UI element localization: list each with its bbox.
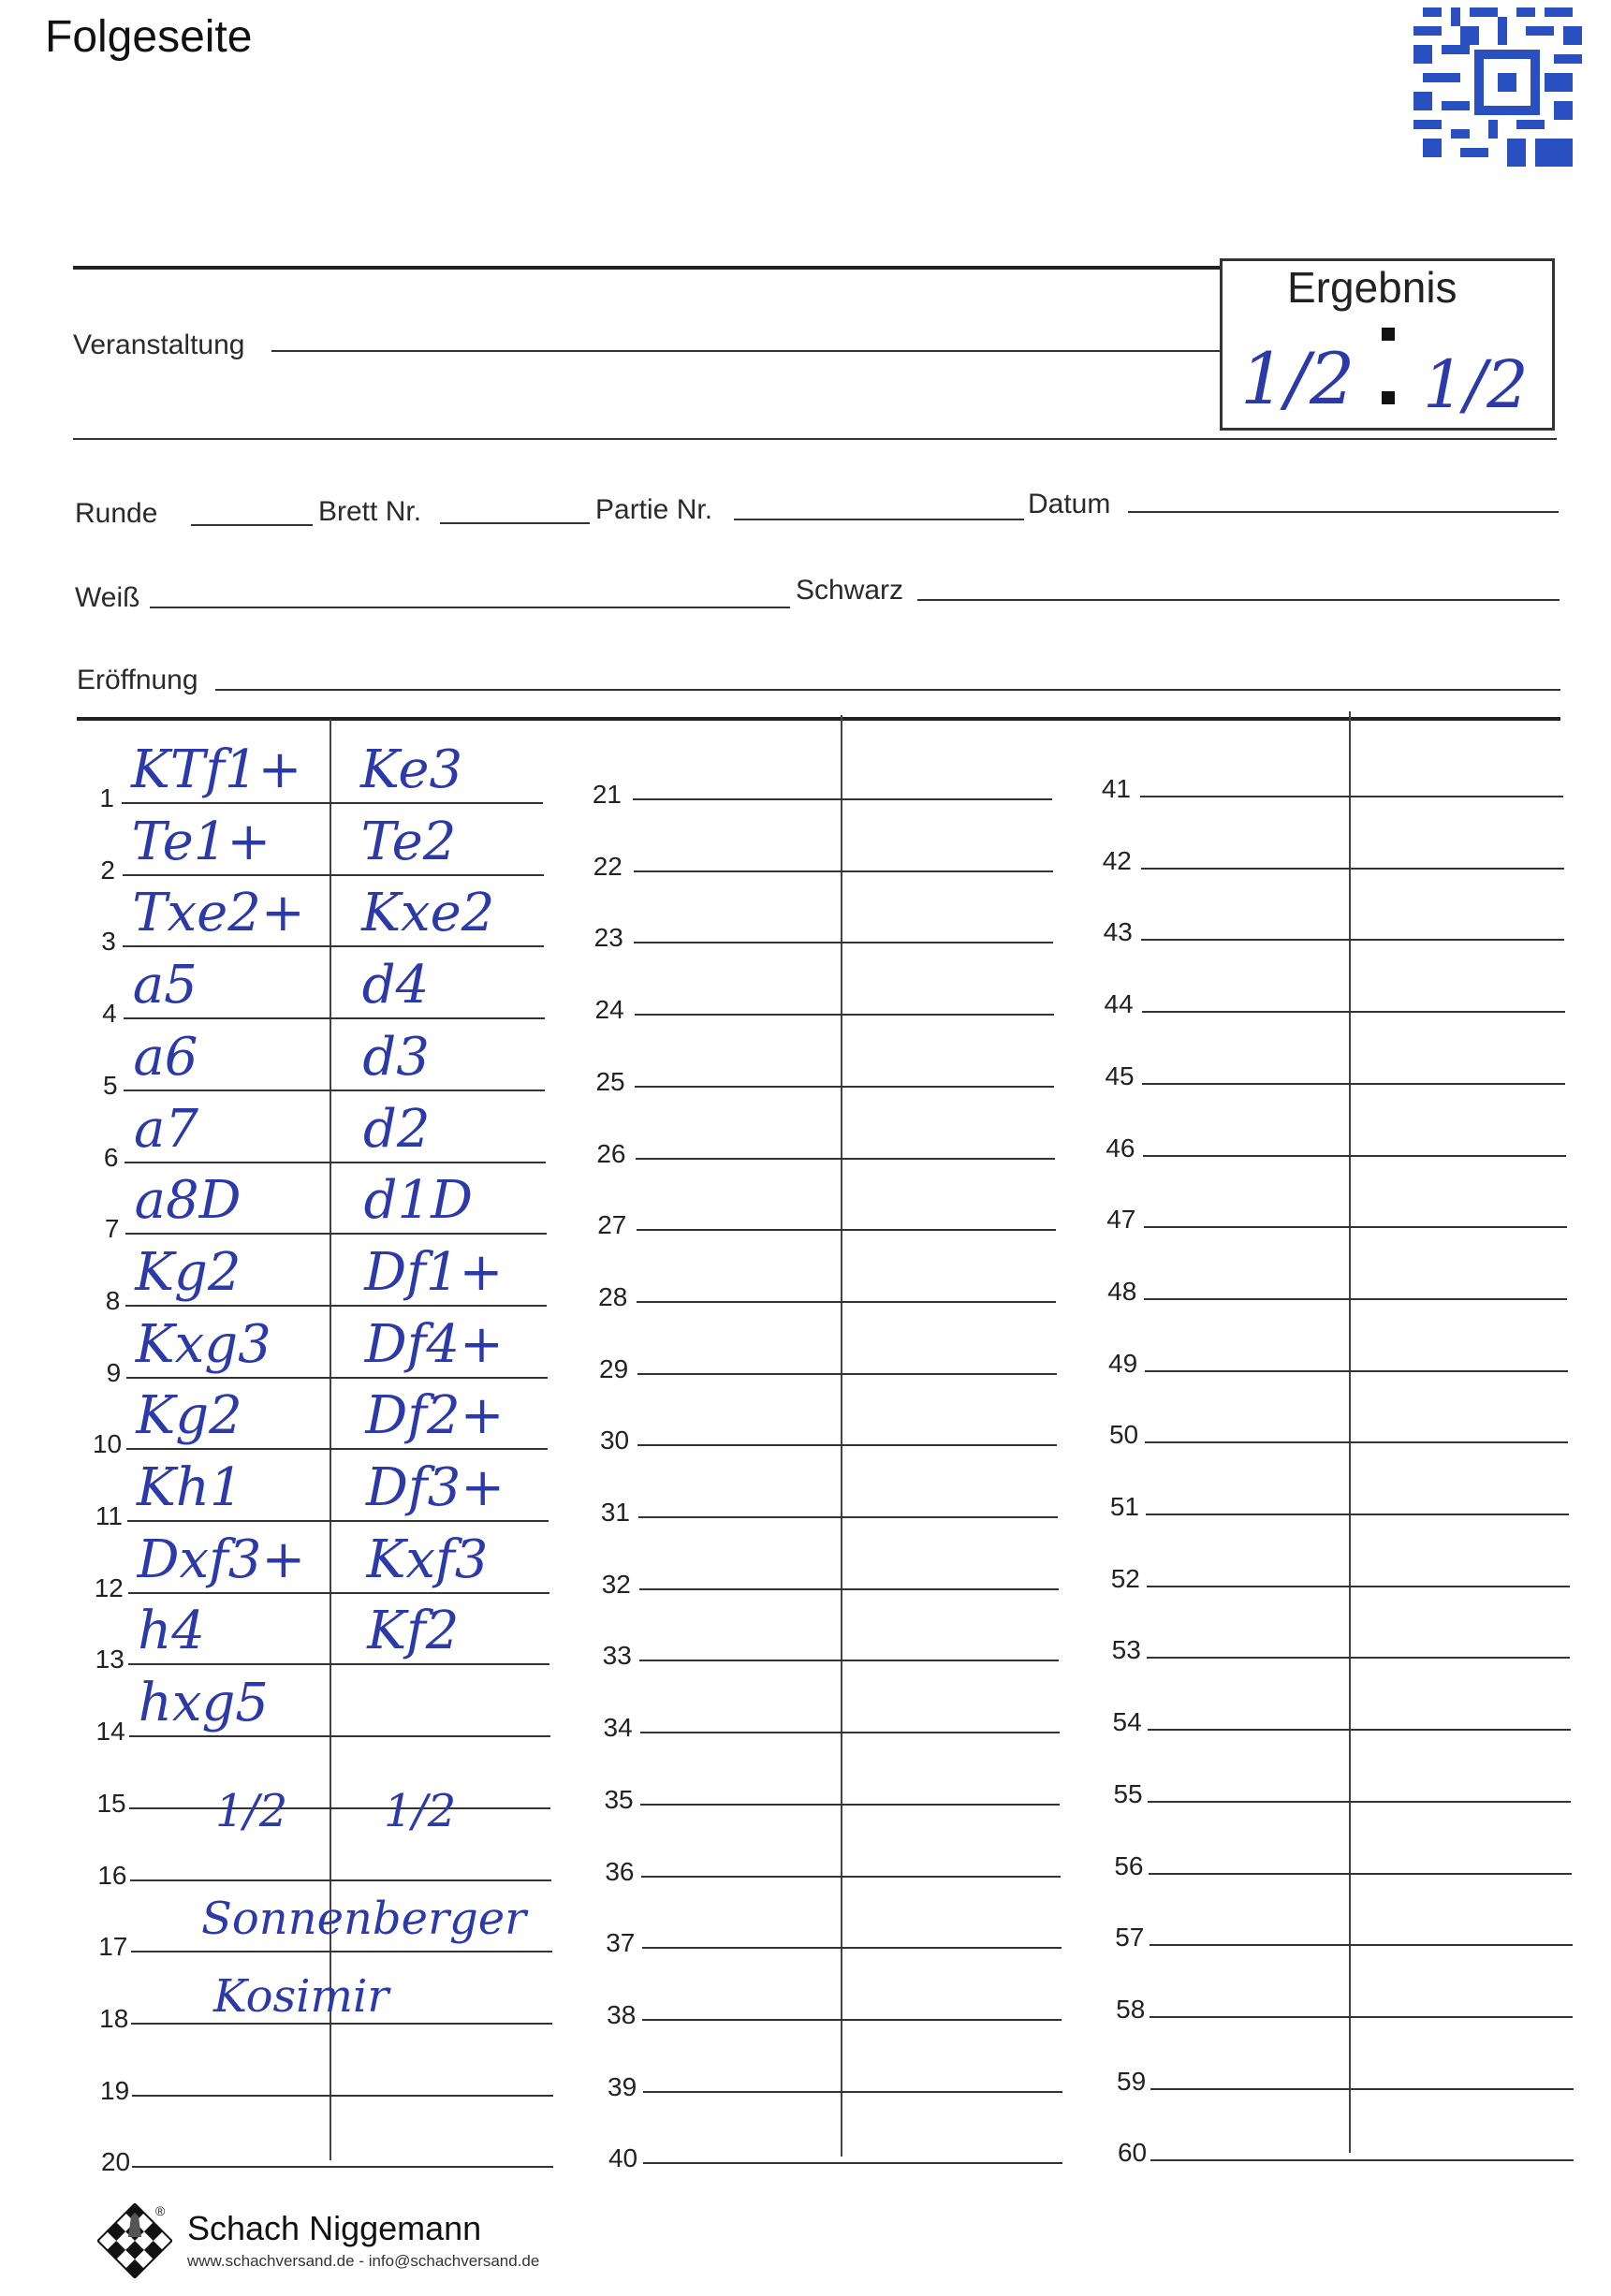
move-number: 27: [597, 1210, 627, 1240]
move-line[interactable]: [1141, 939, 1564, 941]
move-number: 55: [1113, 1778, 1143, 1808]
move-number: 57: [1115, 1923, 1145, 1952]
move-number: 25: [595, 1066, 625, 1096]
black-move: Te2: [360, 811, 457, 872]
move-line[interactable]: [640, 1732, 1060, 1733]
move-line[interactable]: [642, 1947, 1062, 1949]
move-number: 3: [101, 927, 116, 957]
opening-label: Eröffnung: [77, 665, 198, 695]
move-number: 32: [601, 1569, 631, 1599]
move-line[interactable]: [124, 1162, 546, 1163]
move-line[interactable]: [638, 1516, 1058, 1518]
move-line[interactable]: [124, 1017, 545, 1019]
black-move: d3: [362, 1026, 430, 1088]
move-line[interactable]: [1144, 1226, 1567, 1228]
black-move: Df1+: [364, 1241, 504, 1303]
move-number: 45: [1105, 1060, 1135, 1090]
move-line[interactable]: [126, 1448, 548, 1450]
move-number: 56: [1114, 1850, 1144, 1880]
move-line[interactable]: [635, 1086, 1054, 1088]
move-number: 47: [1106, 1205, 1136, 1235]
brand-name: Schach Niggemann: [187, 2209, 482, 2247]
move-number: 36: [605, 1856, 635, 1886]
move-number: 34: [603, 1713, 633, 1743]
black-move: Kf2: [367, 1601, 460, 1662]
move-number: 38: [607, 1999, 637, 2029]
move-number: 51: [1109, 1492, 1139, 1521]
white-move: Txe2+: [132, 883, 305, 944]
move-line[interactable]: [1146, 1514, 1569, 1515]
move-number: 28: [598, 1281, 628, 1311]
move-line[interactable]: [642, 2019, 1062, 2021]
move-line[interactable]: [123, 874, 544, 876]
move-line[interactable]: [643, 2091, 1062, 2093]
black-move: Ke3: [360, 739, 463, 800]
board-line[interactable]: [440, 522, 590, 524]
move-line[interactable]: [132, 2095, 553, 2097]
black-move: d1D: [363, 1170, 473, 1232]
qr-code: [1413, 7, 1582, 167]
move-line[interactable]: [122, 802, 543, 804]
move-line[interactable]: [637, 1373, 1057, 1375]
move-number: 1: [99, 783, 114, 812]
move-line[interactable]: [126, 1377, 548, 1379]
white-move: h4: [138, 1601, 205, 1662]
event-line[interactable]: [271, 350, 1220, 352]
move-number: 15: [96, 1788, 126, 1818]
move-number: 46: [1106, 1133, 1135, 1163]
move-number: 33: [602, 1641, 632, 1671]
black-move: Df3+: [366, 1457, 505, 1518]
round-label: Runde: [75, 498, 158, 529]
move-number: 19: [100, 2075, 130, 2105]
move-line[interactable]: [636, 1158, 1055, 1160]
move-number: 42: [1102, 845, 1132, 875]
white-move: a8D: [134, 1170, 242, 1232]
game-line[interactable]: [734, 519, 1024, 520]
result-black-score: 1/2: [1423, 346, 1529, 423]
move-line[interactable]: [1144, 1298, 1567, 1300]
move-number: 59: [1117, 2066, 1147, 2096]
move-number: 12: [94, 1572, 124, 1602]
move-line[interactable]: [130, 1879, 551, 1881]
move-line[interactable]: [1150, 1944, 1573, 1946]
move-number: 35: [604, 1784, 634, 1814]
signature-black: Kosimir: [213, 1969, 389, 2023]
move-line[interactable]: [639, 1588, 1059, 1590]
move-line[interactable]: [1141, 868, 1564, 870]
board-label: Brett Nr.: [318, 496, 422, 527]
result-entry: 1/2: [215, 1784, 288, 1837]
move-line[interactable]: [1142, 1011, 1565, 1013]
move-number: 6: [103, 1142, 119, 1172]
move-number: 40: [608, 2143, 638, 2173]
move-line[interactable]: [1142, 1083, 1565, 1085]
move-line[interactable]: [1145, 1441, 1568, 1443]
move-line[interactable]: [643, 2162, 1062, 2164]
move-number: 8: [105, 1285, 121, 1315]
move-line[interactable]: [127, 1520, 549, 1522]
move-number: 58: [1116, 1994, 1146, 2024]
move-line[interactable]: [1147, 1657, 1570, 1659]
event-label: Veranstaltung: [73, 329, 245, 360]
white-move: Kg2: [135, 1241, 242, 1303]
move-number: 44: [1104, 989, 1134, 1019]
white-player-line[interactable]: [150, 607, 790, 608]
page-title: Folgeseite: [45, 12, 253, 62]
black-move: d2: [363, 1098, 431, 1160]
move-number: 60: [1117, 2138, 1148, 2168]
move-line[interactable]: [1150, 2159, 1574, 2161]
move-line[interactable]: [1140, 796, 1563, 797]
column-separator-2: [841, 715, 842, 2157]
result-entry: 1/2: [384, 1784, 457, 1837]
white-move: Kxg3: [135, 1313, 271, 1375]
move-number: 13: [95, 1645, 124, 1674]
move-line[interactable]: [633, 798, 1052, 800]
result-label: Ergebnis: [1287, 263, 1457, 312]
move-number: 26: [596, 1138, 626, 1168]
move-number: 10: [92, 1429, 123, 1459]
move-number: 30: [599, 1426, 630, 1455]
move-line[interactable]: [1147, 1586, 1570, 1587]
result-dot-bottom: [1382, 391, 1395, 404]
move-line[interactable]: [641, 1876, 1061, 1878]
white-move: a6: [133, 1026, 198, 1088]
move-number: 50: [1108, 1420, 1139, 1450]
move-number: 5: [103, 1070, 118, 1100]
white-move: Te1+: [131, 811, 271, 872]
move-line[interactable]: [129, 1807, 550, 1809]
white-player-label: Weiß: [75, 582, 140, 613]
brand-contact: www.schachversand.de - info@schachversand.de: [187, 2252, 540, 2270]
move-number: 24: [594, 995, 624, 1025]
black-move: d4: [361, 955, 430, 1016]
result-dot-top: [1382, 328, 1395, 341]
move-number: 41: [1101, 774, 1131, 803]
black-move: Kxe2: [361, 883, 495, 944]
white-move: Kh1: [137, 1457, 243, 1518]
move-number: 9: [106, 1357, 122, 1387]
move-number: 4: [102, 999, 117, 1029]
move-line[interactable]: [128, 1663, 549, 1665]
registered-mark: ®: [155, 2203, 166, 2218]
white-move: KTf1+: [131, 739, 302, 800]
result-white-score: 1/2: [1240, 337, 1355, 420]
white-move: a7: [134, 1098, 199, 1160]
move-number: 16: [97, 1860, 127, 1890]
move-number: 21: [592, 780, 622, 809]
move-line[interactable]: [125, 1305, 547, 1307]
move-number: 52: [1110, 1563, 1140, 1593]
move-line[interactable]: [1145, 1370, 1568, 1372]
game-label: Partie Nr.: [595, 494, 713, 525]
move-number: 43: [1103, 917, 1133, 947]
black-move: Df4+: [364, 1313, 504, 1375]
round-line[interactable]: [191, 524, 313, 526]
move-line[interactable]: [1143, 1155, 1566, 1157]
move-number: 17: [98, 1932, 128, 1962]
white-move: hxg5: [138, 1673, 269, 1734]
event-bottom-rule: [73, 438, 1557, 440]
column-separator-3: [1349, 711, 1351, 2153]
move-line[interactable]: [1148, 1801, 1571, 1803]
move-number: 48: [1107, 1276, 1137, 1306]
move-number: 31: [600, 1498, 630, 1527]
move-line[interactable]: [128, 1592, 549, 1594]
move-line[interactable]: [132, 2166, 553, 2168]
move-line[interactable]: [1150, 2016, 1573, 2018]
move-line[interactable]: [635, 1014, 1054, 1016]
move-line[interactable]: [1149, 1873, 1572, 1875]
move-line[interactable]: [634, 870, 1053, 872]
moves-table-top-rule: [77, 717, 1560, 721]
black-move: Kxf3: [366, 1528, 489, 1590]
move-number: 7: [104, 1214, 120, 1244]
move-number: 18: [99, 2003, 129, 2033]
move-line[interactable]: [634, 942, 1053, 943]
move-line[interactable]: [124, 1090, 545, 1091]
move-line[interactable]: [640, 1804, 1060, 1806]
move-line[interactable]: [1150, 2088, 1574, 2090]
move-number: 37: [606, 1928, 636, 1958]
move-line[interactable]: [637, 1301, 1056, 1303]
move-line[interactable]: [125, 1233, 547, 1235]
black-player-line[interactable]: [917, 599, 1560, 601]
signature-white: Sonnenberger: [201, 1893, 527, 1946]
move-line[interactable]: [637, 1229, 1056, 1231]
white-move: Dxf3+: [137, 1528, 306, 1590]
white-move: Kg2: [136, 1385, 242, 1447]
opening-line[interactable]: [215, 689, 1560, 691]
move-number: 39: [608, 2071, 637, 2101]
move-number: 53: [1111, 1635, 1141, 1665]
move-number: 14: [95, 1717, 125, 1747]
move-line[interactable]: [1148, 1729, 1571, 1731]
move-number: 23: [593, 923, 623, 953]
move-number: 49: [1108, 1348, 1138, 1378]
black-move: Df2+: [365, 1385, 505, 1447]
move-number: 20: [100, 2147, 131, 2177]
move-line[interactable]: [131, 2023, 552, 2025]
move-line[interactable]: [637, 1444, 1057, 1446]
move-line[interactable]: [129, 1735, 550, 1737]
black-player-label: Schwarz: [796, 575, 904, 606]
move-number: 2: [100, 855, 115, 885]
white-move: a5: [132, 955, 198, 1016]
date-line[interactable]: [1128, 511, 1559, 513]
move-number: 22: [593, 851, 622, 881]
move-line[interactable]: [123, 945, 544, 947]
move-number: 54: [1112, 1707, 1142, 1737]
move-line[interactable]: [131, 1951, 552, 1952]
move-number: 29: [599, 1353, 629, 1383]
move-number: 11: [95, 1501, 123, 1530]
date-label: Datum: [1028, 489, 1111, 519]
header-rule: [73, 266, 1220, 270]
move-line[interactable]: [639, 1660, 1059, 1661]
